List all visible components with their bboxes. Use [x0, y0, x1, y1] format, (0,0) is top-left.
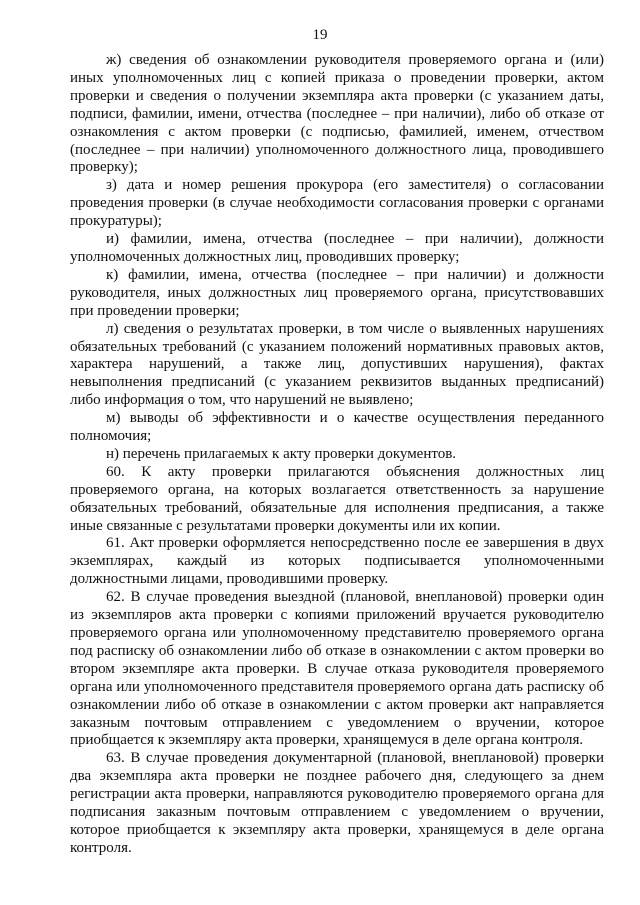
paragraph-61: 61. Акт проверки оформляется непосредственно после ее завершения в двух экземплярах, каждый из которых подписывается уполномоченными должностными лицами, проводившими проверку. — [70, 535, 604, 588]
document-body — [70, 52, 604, 858]
paragraph-k: к) фамилии, имена, отчества (последнее – при наличии) и должности руководителя, иных должностных лиц проверяемого органа, присутствовавших при проведении проверки; — [70, 266, 604, 319]
paragraph-i: и) фамилии, имена, отчества (последнее – при наличии), должности уполномоченных должностных лиц, проводивших проверку; — [70, 231, 604, 265]
paragraph-n: н) перечень прилагаемых к акту проверки документов. — [106, 445, 457, 462]
paragraph-l: л) сведения о результатах проверки, в том числе о выявленных нарушениях обязательных требований (с указанием положений нормативных правовых актов, характера нарушений, а также лиц, допустивших нарушения), фактах невыполнения предписаний (с указанием реквизитов выданных предписаний) либо информация о том, что нарушений не выявлено; — [70, 320, 604, 409]
page-number: 19 — [312, 27, 328, 43]
paragraph-zh: ж) сведения об ознакомлении руководителя проверяемого органа и (или) иных уполномоченных лиц с копией приказа о проведении проверки, актом проверки и сведения о получении экземпляра акта проверки (с указанием даты, подписи, фамилии, имени, отчества (последнее – при наличии), либо об отказе от ознакомления с актом проверки (с подписью, фамилией, именем, отчеством (последнее – при наличии) уполномоченного должностного лица, проводившего проверку); — [70, 52, 604, 176]
paragraph-60: 60. К акту проверки прилагаются объяснения должностных лиц проверяемого органа, на которых возлагается ответственность за нарушение обязательных требований, обязательные для исполнения предписания, а также иные связанные с результатами проверки документы или их копии. — [70, 463, 604, 534]
paragraph-m: м) выводы об эффективности и о качестве осуществления переданного полномочия; — [70, 410, 604, 445]
paragraph-63: 63. В случае проведения документарной (плановой, внеплановой) проверки два экземпляра акта проверки не позднее рабочего дня, следующего за днем регистрации акта проверки, направляются руководителю проверяемого органа для подписания заказным почтовым отправлением с уведомлением о вручении, которое приобщается к экземпляру акта проверки, хранящемуся в деле органа контроля. — [70, 750, 604, 856]
paragraph-z: з) дата и номер решения прокурора (его заместителя) о согласовании проведения проверки (в случае необходимости согласования проверки с органами прокуратуры); — [70, 177, 604, 230]
paragraph-62: 62. В случае проведения выездной (плановой, внеплановой) проверки один из экземпляров акта проверки с копиями приложений вручается руководителю проверяемого органа или уполномоченному представителю проверяемого органа под расписку об ознакомлении либо об отказе в ознакомлении с актом проверки во втором экземпляре акта проверки. В случае отказа руководителя проверяемого органа или уполномоченного представителя проверяемого органа дать расписку об ознакомлении либо об отказе в ознакомлении с актом проверки акт направляется заказным почтовым отправлением с уведомлением о вручении, которое приобщается к экземпляру акта проверки, хранящемуся в деле органа контроля. — [70, 589, 604, 749]
